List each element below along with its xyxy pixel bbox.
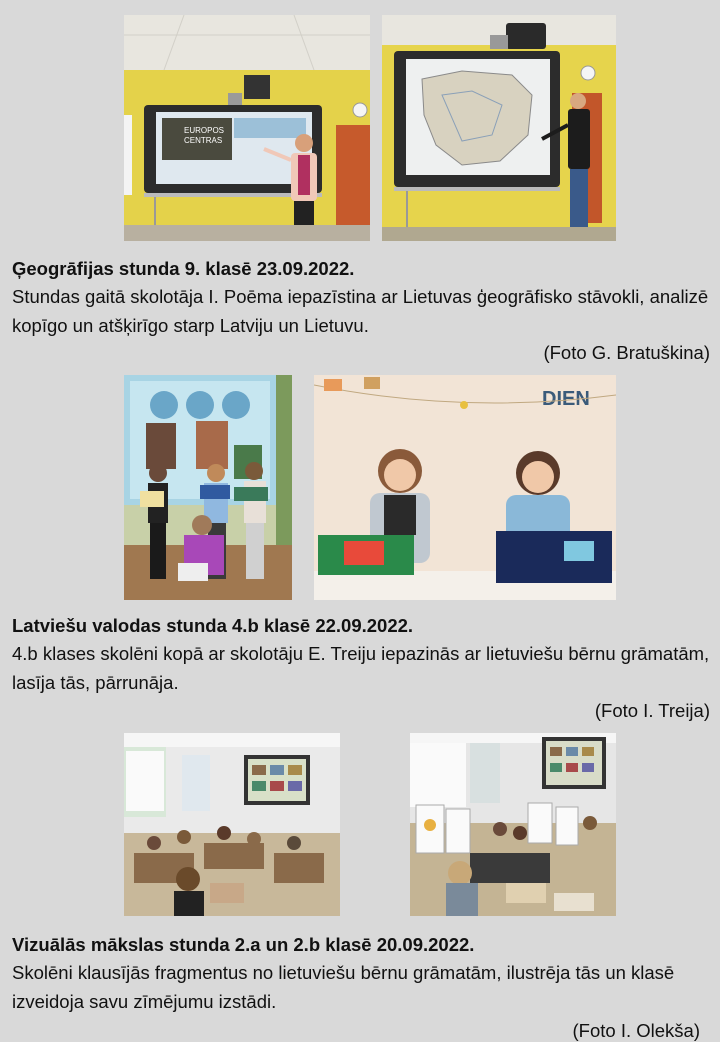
photo-two-girls-reading (314, 375, 616, 600)
section-1-title: Ģeogrāfijas stunda 9. klasē 23.09.2022. (12, 258, 355, 279)
photo-pupils-reading-by-screen (124, 375, 292, 600)
wall-letters: DIEN (542, 388, 590, 410)
section-1-credit: (Foto G. Bratuškina) (543, 342, 710, 363)
photo-geography-teacher-with-map (382, 15, 616, 241)
section-2-body: 4.b klases skolēni kopā ar skolotāju E. Treiju iepazinās ar lietuviešu bērnu grāmatām, lasīja tās, pārrunāja. (12, 643, 710, 693)
board-text-europos: EUROPOS (184, 126, 225, 135)
board-text-centras: CENTRAS (184, 136, 223, 145)
section-3-credit: (Foto I. Olekša) (572, 1020, 700, 1041)
section-2-credit: (Foto I. Treija) (594, 700, 710, 721)
photo-art-class-room-a (124, 733, 340, 916)
photo-geography-teacher-at-board (124, 15, 370, 241)
section-3-body: Skolēni klausījās fragmentus no lietuviešu bērnu grāmatām, ilustrēja tās un klasē izveidoja savu zīmējumu izstādi. (12, 962, 675, 1012)
section-2-title: Latviešu valodas stunda 4.b klasē 22.09.2022. (12, 615, 414, 636)
section-3-title: Vizuālās mākslas stunda 2.a un 2.b klasē 20.09.2022. (12, 934, 475, 955)
section-1-body: Stundas gaitā skolotāja I. Poēma iepazīstina ar Lietuvas ģeogrāfisko stāvokli, analizē kopīgo un atšķirīgo starp Latviju un Lietuvu. (12, 286, 709, 336)
photo-art-class-room-b (410, 733, 616, 916)
